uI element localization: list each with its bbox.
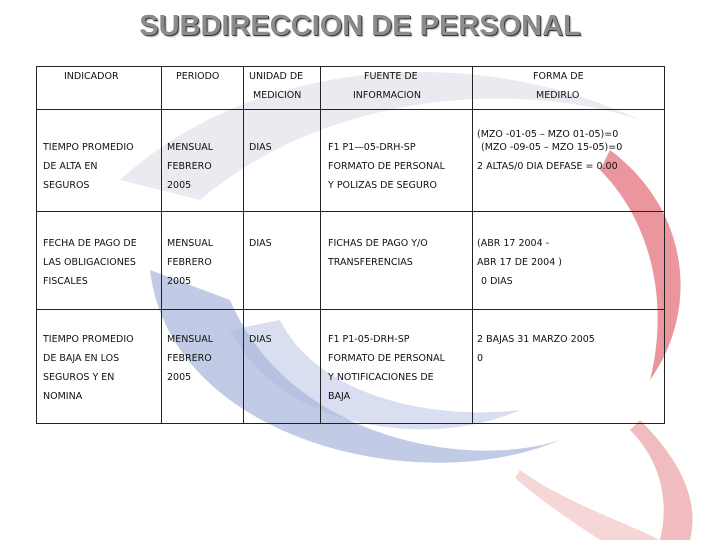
row1-indicador-line1: TIEMPO PROMEDIO [43, 142, 134, 153]
row2-forma-line3: 0 DIAS [481, 276, 513, 287]
row1-forma-line3: 2 ALTAS/0 DIA DEFASE = 0.00 [477, 161, 618, 172]
header-fuente-line2: INFORMACION [353, 90, 421, 101]
column-divider [243, 67, 244, 423]
row3-fuente-line4: BAJA [328, 391, 351, 402]
page-title: SUBDIRECCION DE PERSONAL [139, 10, 581, 42]
header-unidad-line1: UNIDAD DE [249, 71, 304, 82]
header-periodo: PERIODO [176, 71, 220, 82]
row2-fuente-line1: FICHAS DE PAGO Y/O [328, 238, 428, 249]
header-unidad-line2: MEDICION [253, 90, 302, 101]
row-divider [37, 309, 664, 310]
row2-indicador-line3: FISCALES [43, 276, 88, 287]
row3-periodo-line3: 2005 [167, 372, 192, 383]
row2-forma-line1: (ABR 17 2004 - [477, 238, 550, 249]
row3-fuente-line2: FORMATO DE PERSONAL [328, 353, 445, 364]
row1-periodo-line2: FEBRERO [167, 161, 212, 172]
row1-periodo-line3: 2005 [167, 180, 192, 191]
row-divider [37, 109, 664, 110]
red-bottom [515, 470, 660, 540]
row1-forma-line2: (MZO -09-05 – MZO 15-05)=0 [481, 142, 623, 153]
column-divider [472, 67, 473, 423]
row2-indicador-line2: LAS OBLIGACIONES [43, 257, 136, 268]
row3-forma-line2: 0 [477, 353, 484, 364]
red-swoosh-2 [630, 420, 693, 540]
row3-periodo-line1: MENSUAL [167, 334, 214, 345]
row3-forma-line1: 2 BAJAS 31 MARZO 2005 [477, 334, 595, 345]
column-divider [161, 67, 162, 423]
row1-fuente-line3: Y POLIZAS DE SEGURO [328, 180, 437, 191]
row2-fuente-line2: TRANSFERENCIAS [328, 257, 413, 268]
row3-indicador-line2: DE BAJA EN LOS [43, 353, 120, 364]
row2-periodo-line3: 2005 [167, 276, 192, 287]
row2-periodo-line2: FEBRERO [167, 257, 212, 268]
row1-unidad: DIAS [249, 142, 272, 153]
row2-forma-line2: ABR 17 DE 2004 ) [477, 257, 562, 268]
header-forma-line1: FORMA DE [533, 71, 584, 82]
row2-indicador-line1: FECHA DE PAGO DE [43, 238, 137, 249]
row3-fuente-line1: F1 P1-05-DRH-SP [328, 334, 410, 345]
row3-indicador-line4: NOMINA [43, 391, 83, 402]
row1-indicador-line2: DE ALTA EN [43, 161, 98, 172]
header-fuente-line1: FUENTE DE [364, 71, 418, 82]
row1-forma-line1: (MZO -01-05 – MZO 01-05)=0 [477, 129, 619, 140]
header-indicador: INDICADOR [64, 71, 119, 82]
row1-fuente-line1: F1 P1—05-DRH-SP [328, 142, 416, 153]
column-divider [320, 67, 321, 423]
row1-periodo-line1: MENSUAL [167, 142, 214, 153]
row3-fuente-line3: Y NOTIFICACIONES DE [328, 372, 434, 383]
row3-unidad: DIAS [249, 334, 272, 345]
row1-indicador-line3: SEGUROS [43, 180, 90, 191]
row2-unidad: DIAS [249, 238, 272, 249]
row1-fuente-line2: FORMATO DE PERSONAL [328, 161, 445, 172]
row2-periodo-line1: MENSUAL [167, 238, 214, 249]
header-forma-line2: MEDIRLO [536, 90, 580, 101]
row3-indicador-line3: SEGUROS Y EN [43, 372, 115, 383]
row3-periodo-line2: FEBRERO [167, 353, 212, 364]
row-divider [37, 211, 664, 212]
row3-indicador-line1: TIEMPO PROMEDIO [43, 334, 134, 345]
indicators-table [36, 66, 665, 424]
